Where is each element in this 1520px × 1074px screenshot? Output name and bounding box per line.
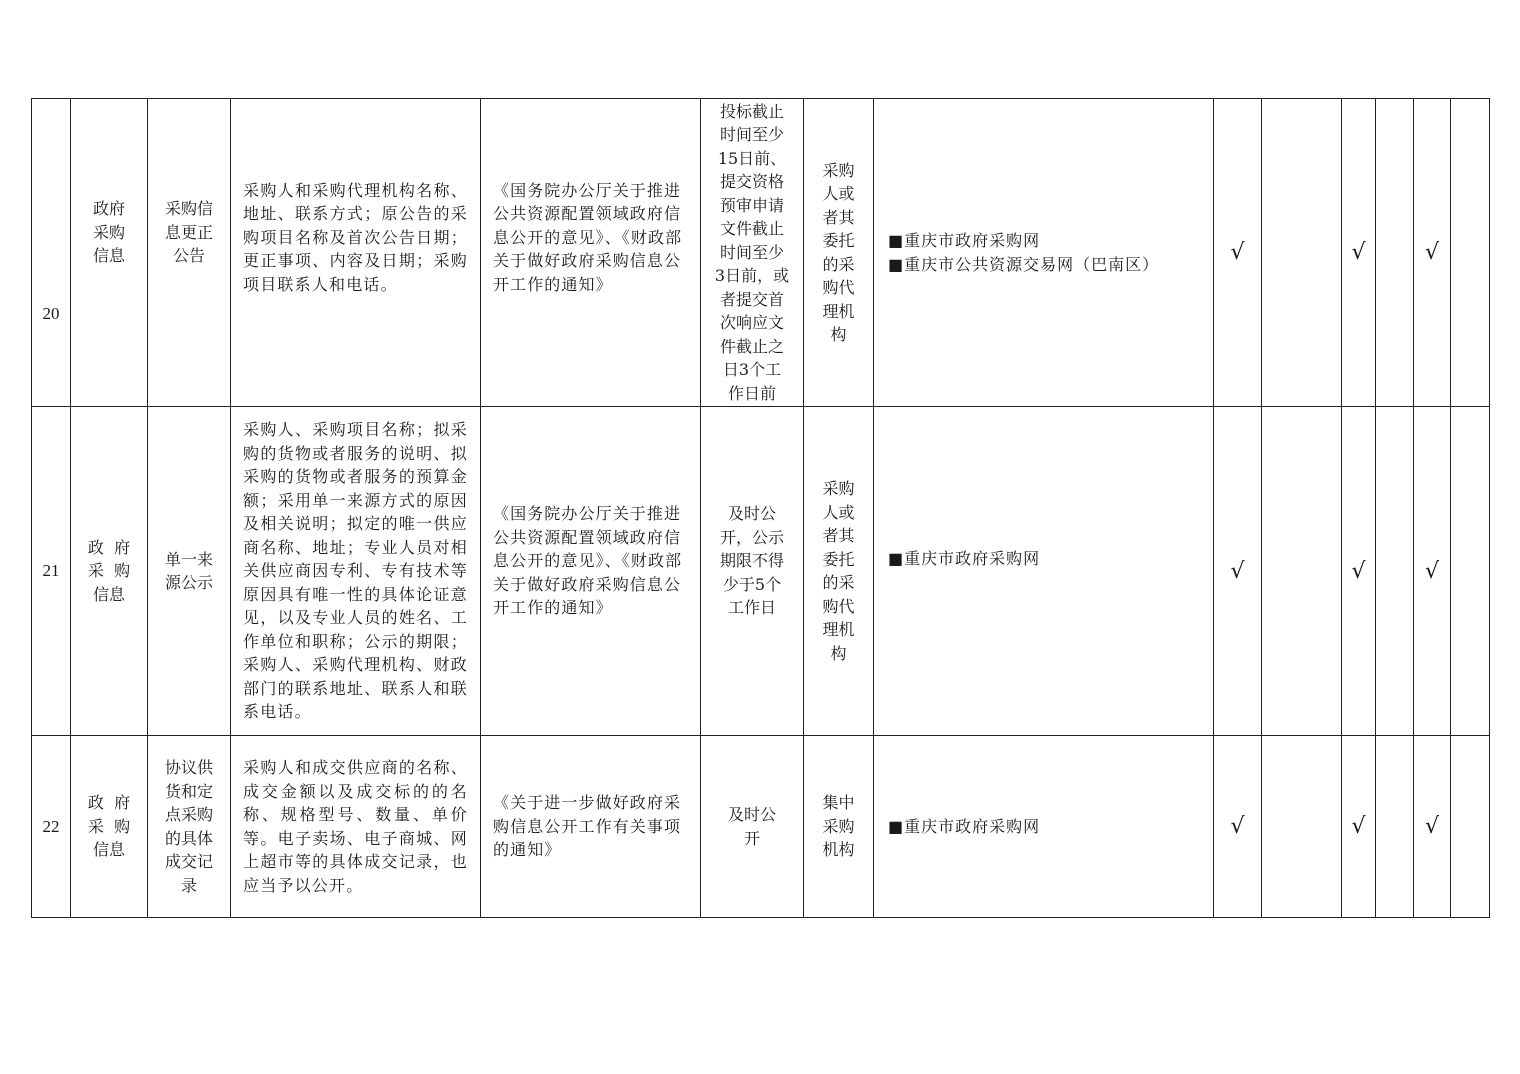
channel-item: ■重庆市公共资源交易网（巴南区） — [888, 254, 1160, 274]
check-cell — [1376, 407, 1414, 736]
check-cell: √ — [1414, 99, 1451, 407]
row-number: 20 — [32, 99, 71, 407]
category-cell: 政 府 采 购 信息 — [71, 736, 148, 918]
check-cell — [1376, 736, 1414, 918]
check-cell — [1262, 407, 1342, 736]
channel-item: ■重庆市政府采购网 — [888, 231, 1041, 250]
timing-cell: 投标截止 时间至少 15日前、 提交资格 预审申请 文件截止 时间至少 3日前，或 者提交首 次响应文 件截止之 日3个工 作日前 — [701, 99, 804, 407]
check-cell — [1451, 99, 1490, 407]
channel-item: ■重庆市政府采购网 — [888, 816, 1041, 836]
table-row — [32, 736, 1490, 918]
table-row — [32, 99, 1490, 407]
content-cell: 采购人、采购项目名称；拟采购的货物或者服务的说明、拟采购的货物或者服务的预算金额；采用单一来源方式的原因及相关说明；拟定的唯一供应商名称、地址；专业人员对相关供应商因专利、专有技术等原因具有唯一性的具体论证意见，以及专业人员的姓名、工作单位和职称；公示的期限；采购人、采购代理机构、财政部门的联系地址、联系人和联系电话。 — [231, 407, 481, 736]
disclosure-table — [31, 98, 1490, 918]
item-cell: 采购信 息更正 公告 — [148, 99, 231, 407]
row-number: 22 — [32, 736, 71, 918]
timing-cell: 及时公 开，公示 期限不得 少于5个 工作日 — [701, 407, 804, 736]
category-cell: 政府 采购 信息 — [71, 99, 148, 407]
item-cell: 单一来 源公示 — [148, 407, 231, 736]
basis-cell: 《国务院办公厅关于推进公共资源配置领域政府信息公开的意见》、《财政部关于做好政府采购信息公开工作的通知》 — [481, 99, 701, 407]
table-row — [32, 407, 1490, 736]
content-cell: 采购人和采购代理机构名称、地址、联系方式；原公告的采购项目名称及首次公告日期；更正事项、内容及日期；采购项目联系人和电话。 — [231, 99, 481, 407]
check-cell: √ — [1214, 736, 1262, 918]
channels-cell — [874, 99, 1214, 407]
check-cell — [1262, 99, 1342, 407]
check-cell — [1451, 736, 1490, 918]
check-cell: √ — [1414, 736, 1451, 918]
basis-cell: 《关于进一步做好政府采购信息公开工作有关事项的通知》 — [481, 736, 701, 918]
timing-cell: 及时公 开 — [701, 736, 804, 918]
basis-cell: 《国务院办公厅关于推进公共资源配置领域政府信息公开的意见》、《财政部关于做好政府采购信息公开工作的通知》 — [481, 407, 701, 736]
row-number: 21 — [32, 407, 71, 736]
content-cell: 采购人和成交供应商的名称、成交金额以及成交标的的名称、规格型号、数量、单价等。电子卖场、电子商城、网上超市等的具体成交记录，也应当予以公开。 — [231, 736, 481, 918]
channel-item: ■重庆市政府采购网 — [888, 549, 1041, 569]
check-cell: √ — [1414, 407, 1451, 736]
subject-cell: 集中 采购 机构 — [804, 736, 874, 918]
subject-cell: 采购 人或 者其 委托 的采 购代 理机 构 — [804, 99, 874, 407]
check-cell: √ — [1214, 407, 1262, 736]
check-cell: √ — [1342, 736, 1376, 918]
check-cell: √ — [1342, 99, 1376, 407]
channels-cell — [874, 736, 1214, 918]
check-cell — [1262, 736, 1342, 918]
channels-cell — [874, 407, 1214, 736]
subject-cell: 采购 人或 者其 委托 的采 购代 理机 构 — [804, 407, 874, 736]
category-cell: 政 府 采 购 信息 — [71, 407, 148, 736]
check-cell: √ — [1342, 407, 1376, 736]
check-cell — [1451, 407, 1490, 736]
item-cell: 协议供 货和定 点采购 的具体 成交记 录 — [148, 736, 231, 918]
check-cell: √ — [1214, 99, 1262, 407]
check-cell — [1376, 99, 1414, 407]
